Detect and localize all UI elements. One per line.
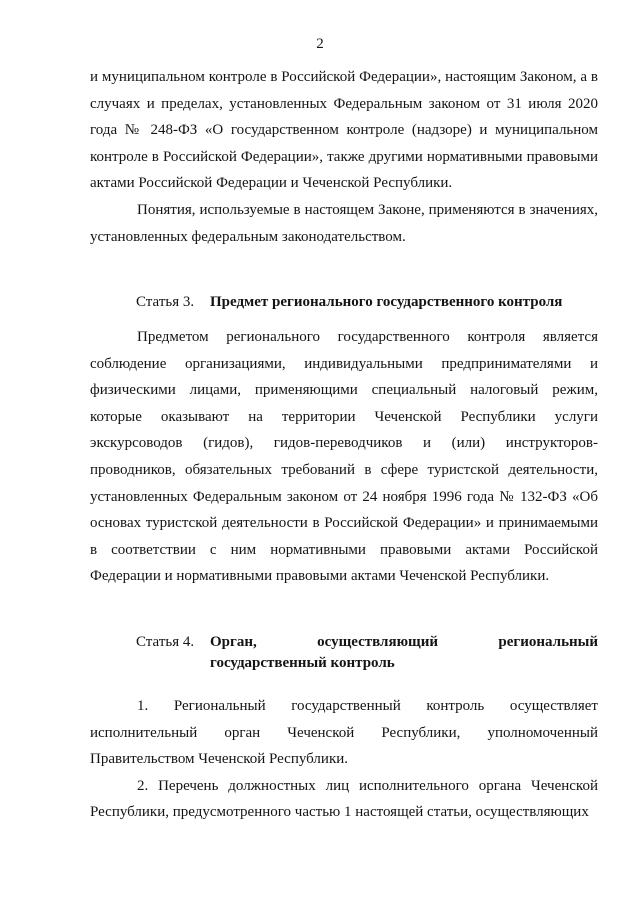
article-4-number: Статья 4. bbox=[136, 634, 195, 650]
intro-paragraph-1: и муниципальном контроле в Российской Федерации», настоящим Законом, а в случаях и пределах, установленных Федеральным законом от 31 июля 2020 года № 248-ФЗ «О государственном контроле (надзоре) и муниципальном контроле в Российской Федерации», также другими нормативными правовыми актами Российской Федерации и Чеченской Республики. bbox=[90, 69, 598, 192]
article-4-title-line-1: Орган, осуществляющий региональный bbox=[210, 634, 598, 650]
article-3-paragraph-1: Предметом регионального государственного контроля является соблюдение организациями, индивидуальными предпринимателями и физическими лицами, применяющими специальный налоговый режим, которые оказывают на территории Чеченской Республики услуги экскурсоводов (гидов), гидов-переводчиков и (или) инструкторов-проводников, обязательных требований в сфере туристской деятельности, установленных Федеральным законом от 24 ноября 1996 года № 132-ФЗ «Об основах туристской деятельности в Российской Федерации» и принимаемыми в соответствии с ним нормативными правовыми актами Российской Федерации и нормативными правовыми актами Чеченской Республики. bbox=[90, 329, 598, 585]
article-3-number: Статья 3. bbox=[136, 294, 195, 310]
article-4-paragraph-1: 1. Региональный государственный контроль осуществляет исполнительный орган Чеченской Республики, уполномоченный Правительством Чеченской Республики. bbox=[90, 698, 598, 768]
article-4-paragraph-2: 2. Перечень должностных лиц исполнительного органа Чеченской Республики, предусмотренного частью 1 настоящей статьи, осуществляющих bbox=[90, 777, 598, 821]
article-4-title bbox=[210, 632, 598, 674]
intro-paragraph-2: Понятия, используемые в настоящем Законе, применяются в значениях, установленных федеральным законодательством. bbox=[90, 201, 598, 245]
intro-section bbox=[90, 64, 598, 250]
article-3-body bbox=[90, 324, 598, 590]
article-4-title-line-2: государственный контроль bbox=[210, 655, 395, 671]
page-number: 2 bbox=[316, 36, 324, 52]
article-3-title: Предмет регионального государственного контроля bbox=[210, 294, 563, 310]
article-4-body bbox=[90, 693, 598, 826]
